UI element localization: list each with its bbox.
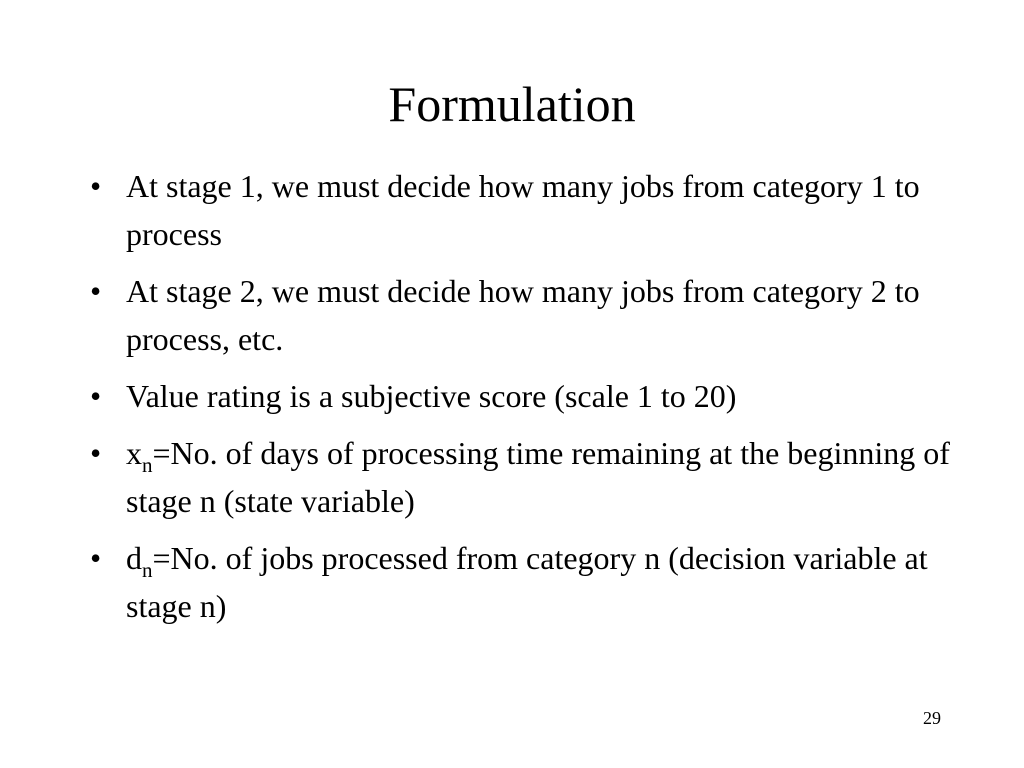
bullet-list xyxy=(90,162,970,639)
slide-title: Formulation xyxy=(388,76,636,132)
bullet-text: At stage 1, we must decide how many jobs from category 1 to process xyxy=(126,168,920,252)
variable-subscript: n xyxy=(142,558,153,582)
bullet-text: =No. of jobs processed from category n (decision variable at stage n) xyxy=(126,540,928,624)
page-number: 29 xyxy=(923,708,941,728)
bullet-marker: • xyxy=(90,273,102,309)
bullet-item-stage-2 xyxy=(90,267,970,363)
bullet-marker: • xyxy=(90,540,102,576)
bullet-text: =No. of days of processing time remaining at the beginning of stage n (state variable) xyxy=(126,435,950,519)
bullet-marker: • xyxy=(90,168,102,204)
bullet-item-decision-variable xyxy=(90,534,970,630)
variable-subscript: n xyxy=(142,453,153,477)
bullet-text: Value rating is a subjective score (scale 1 to 20) xyxy=(126,378,737,414)
bullet-marker: • xyxy=(90,378,102,414)
variable-symbol: x xyxy=(126,435,142,471)
bullet-text: At stage 2, we must decide how many jobs from category 2 to process, etc. xyxy=(126,273,920,357)
bullet-marker: • xyxy=(90,435,102,471)
bullet-item-value-rating xyxy=(90,372,970,420)
bullet-item-stage-1 xyxy=(90,162,970,258)
variable-symbol: d xyxy=(126,540,142,576)
bullet-item-state-variable xyxy=(90,429,970,525)
